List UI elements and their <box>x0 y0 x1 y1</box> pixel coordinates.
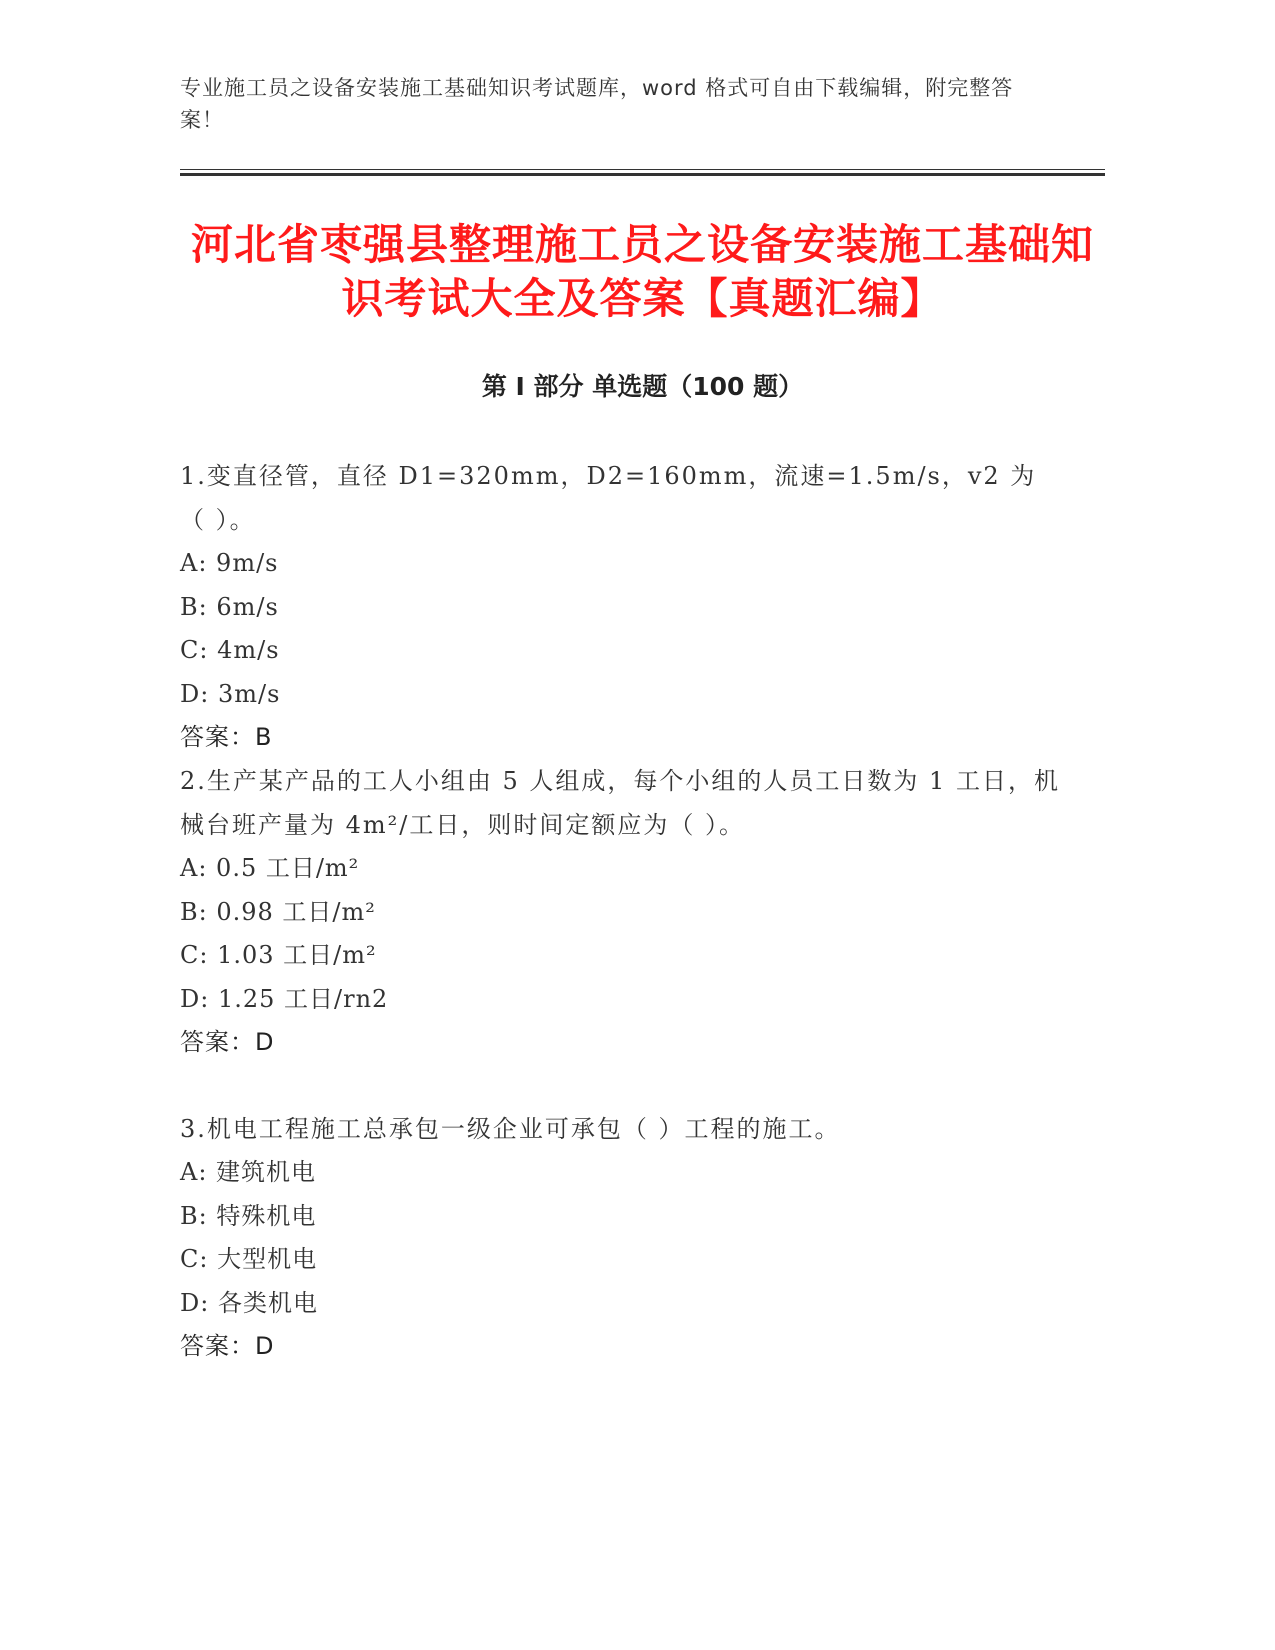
question-3 <box>180 1107 1060 1369</box>
option-b: B: 6m/s <box>180 592 279 621</box>
document-title: 河北省枣强县整理施工员之设备安装施工基础知识考试大全及答案【真题汇编】 <box>190 220 1094 323</box>
option-a: A: 0.5 工日/m² <box>180 854 360 882</box>
option-c: C: 大型机电 <box>180 1245 318 1273</box>
option-a: A: 建筑机电 <box>180 1158 317 1186</box>
option-c: C: 1.03 工日/m² <box>180 941 377 969</box>
option-d: D: 各类机电 <box>180 1288 318 1317</box>
answer: 答案：D <box>180 1028 275 1056</box>
answer: 答案：B <box>180 723 273 751</box>
header-divider-thick <box>180 173 1105 176</box>
question-text: 1.变直径管，直径 D1=320mm，D2=160mm，流速=1.5m/s，v2 为（ ）。 <box>180 462 1037 534</box>
section-heading: 第 I 部分 单选题（100 题） <box>481 372 804 401</box>
question-text: 2.生产某产品的工人小组由 5 人组成，每个小组的人员工日数为 1 工日，机械台班产量为 4m²/工日，则时间定额应为（ ）。 <box>180 767 1060 839</box>
answer: 答案：D <box>180 1332 275 1360</box>
option-b: B: 特殊机电 <box>180 1201 317 1230</box>
question-2 <box>180 759 1060 1065</box>
header-divider-thin <box>180 169 1105 170</box>
option-a: A: 9m/s <box>180 549 279 577</box>
question-text: 3.机电工程施工总承包一级企业可承包（ ）工程的施工。 <box>180 1115 841 1143</box>
option-b: B: 0.98 工日/m² <box>180 897 376 926</box>
option-d: D: 1.25 工日/rn2 <box>180 984 389 1013</box>
header-note: 专业施工员之设备安装施工基础知识考试题库，word 格式可自由下载编辑，附完整答案！ <box>180 76 1014 132</box>
option-d: D: 3m/s <box>180 679 281 708</box>
option-c: C: 4m/s <box>180 636 280 664</box>
question-1 <box>180 454 1060 760</box>
